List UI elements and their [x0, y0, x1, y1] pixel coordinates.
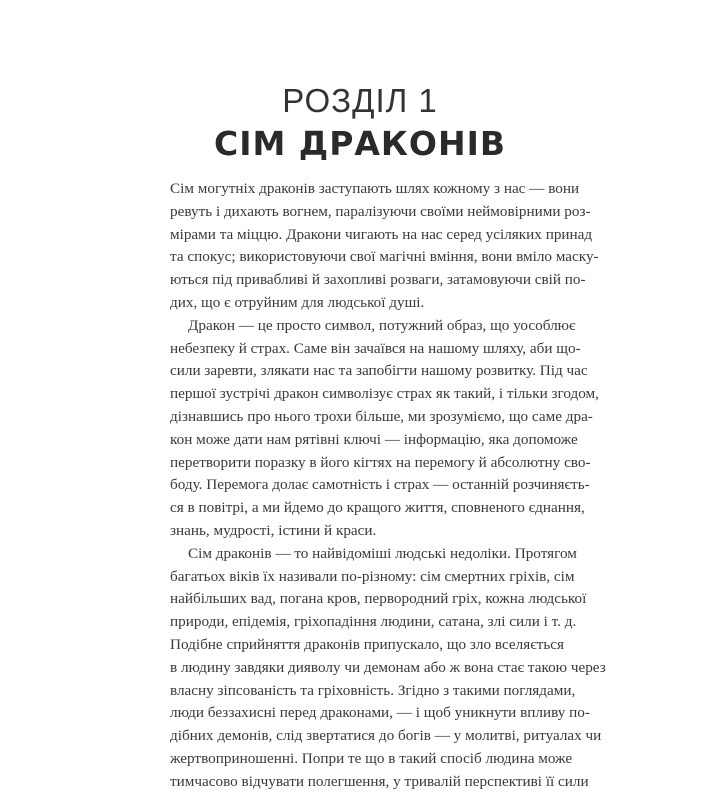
- text-line: природи, епідемія, гріхопадіння людини, сатана, злі сили і т. д.: [170, 613, 577, 631]
- text-line: багатьох віків їх називали по-різному: сім смертних гріхів, сім: [170, 567, 575, 585]
- text-line: кон може дати нам рятівні ключі — інформацію, яка допоможе: [170, 430, 578, 448]
- text-line: Сім могутніх драконів заступають шлях кожному з нас — вони: [170, 180, 580, 197]
- text-line: ються під привабливі й захопливі розваги, затамовуючи свій по-: [170, 271, 586, 289]
- text-line: Дракон — це просто символ, потужний образ, що уособлює: [188, 316, 576, 334]
- text-line: дізнавшись про нього трохи більше, ми зрозуміємо, що саме дра-: [170, 407, 593, 425]
- text-line: дих, що є отруйним для людської душі.: [170, 293, 425, 311]
- paragraph-3: [170, 543, 606, 794]
- text-line: найбільших вад, погана кров, первородний гріх, кожна людської: [170, 590, 587, 608]
- text-line: перетворити поразку в його кігтях на перемогу й абсолютну сво-: [170, 453, 591, 471]
- chapter-title: СІМ ДРАКОНІВ: [213, 124, 507, 163]
- text-line: власну зіпсованість та гріховність. Згідно з такими поглядами,: [170, 681, 576, 699]
- text-line: боду. Перемога долає самотність і страх — останній розчиняєть-: [170, 476, 590, 494]
- text-line: знань, мудрості, істини й краси.: [170, 521, 377, 539]
- text-line: мірами та міццю. Дракони чигають на нас серед усіляких принад: [170, 225, 593, 243]
- paragraph-1: [170, 178, 599, 315]
- text-line: жертвоприношенні. Попри те що в такий спосіб людина може: [170, 749, 573, 767]
- text-line: першої зустрічі дракон символізує страх як такий, і тільки згодом,: [170, 385, 599, 403]
- text-line: люди беззахисні перед драконами, — і щоб уникнути впливу по-: [170, 704, 590, 722]
- text-line: сили заревти, злякати нас та запобігти нашому розвитку. Під час: [170, 362, 588, 380]
- text-line: та спокус; використовуючи свої магічні вміння, вони вміло маску-: [170, 248, 599, 266]
- text-line: тимчасово відчувати полегшення, у тривалій перспективі її сили: [170, 772, 589, 790]
- text-line: небезпеку й страх. Саме він зачаївся на нашому шляху, аби що-: [170, 339, 581, 357]
- text-line: в людину завдяки дияволу чи демонам або ж вона стає такою через: [170, 658, 606, 676]
- paragraph-2: [170, 315, 599, 543]
- text-line: Подібне сприйняття драконів припускало, що зло вселяється: [170, 635, 565, 653]
- text-line: дібних демонів, слід звертатися до богів — у молитві, ритуалах чи: [170, 727, 602, 745]
- body-text: [170, 178, 606, 794]
- text-line: ревуть і дихають вогнем, паралізуючи своїми неймовірними роз-: [170, 202, 591, 220]
- text-line: Сім драконів — то найвідоміші людські недоліки. Протягом: [188, 544, 577, 562]
- chapter-label: РОЗДІЛ 1: [282, 82, 438, 119]
- text-line: ся в повітрі, а ми йдемо до кращого життя, сповненого єднання,: [170, 499, 585, 517]
